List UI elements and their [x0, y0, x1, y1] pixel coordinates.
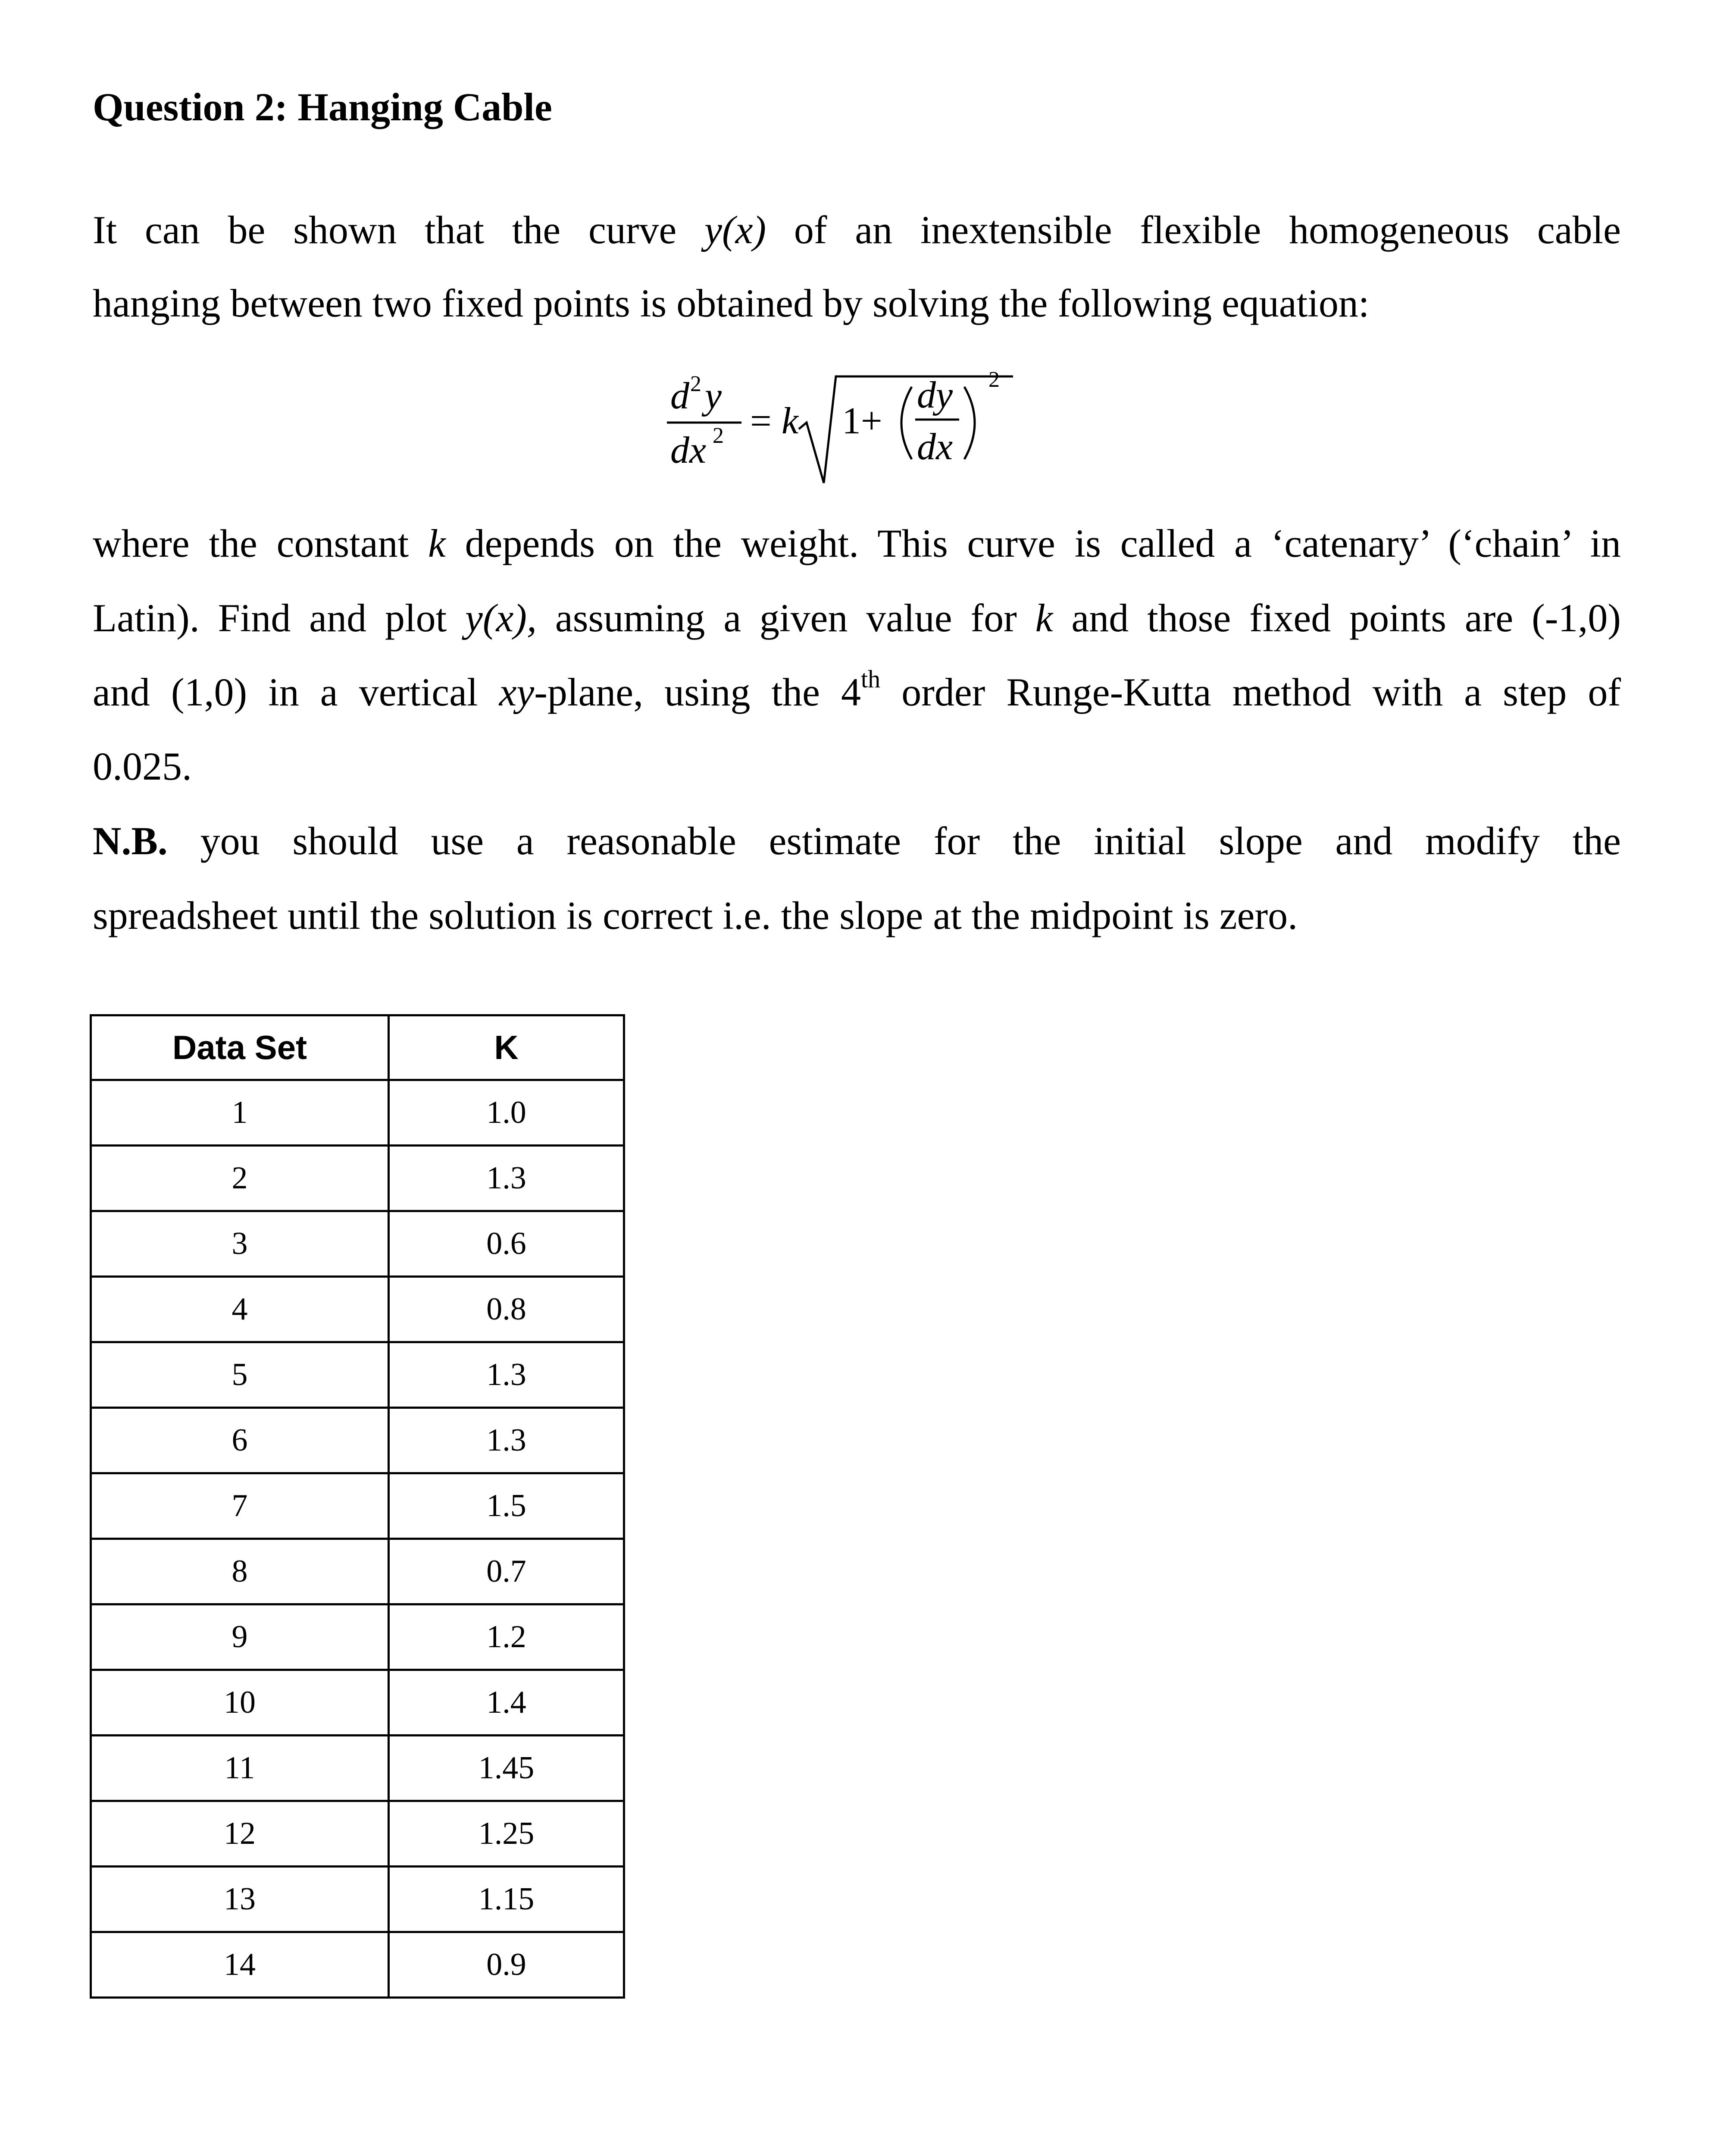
- eq-lhs-y: y: [705, 375, 722, 417]
- k-cell: 1.25: [389, 1801, 624, 1867]
- table-row: [91, 1342, 624, 1408]
- data-set-cell: 9: [91, 1604, 389, 1670]
- data-set-cell: 2: [91, 1146, 389, 1211]
- data-set-cell: 12: [91, 1801, 389, 1867]
- intro-line-2: hanging between two fixed points is obtained by solving the following equation:: [93, 281, 1370, 325]
- desc-line-4: 0.025.: [93, 744, 192, 788]
- k-cell: 1.3: [389, 1342, 624, 1408]
- table-row: [91, 1736, 624, 1801]
- note-line-2: spreadsheet until the solution is correct i.e. the slope at the midpoint is zero.: [93, 893, 1298, 937]
- k-cell: 0.9: [389, 1932, 624, 1998]
- header-data-set: Data Set: [91, 1015, 389, 1080]
- eq-sqrt-sign: [799, 376, 1013, 483]
- header-k: K: [389, 1015, 624, 1080]
- k-cell: 1.2: [389, 1604, 624, 1670]
- desc-line-3: and (1,0) in a vertical xy-plane, using the 4th order Runge-Kutta method with a step of: [93, 665, 1621, 714]
- table-row: [91, 1408, 624, 1473]
- table-row: [91, 1604, 624, 1670]
- eq-equals: =: [750, 400, 772, 442]
- desc-line-2: Latin). Find and plot y(x), assuming a given value for k and those fixed points are (-1,0): [93, 596, 1621, 640]
- table-row: [91, 1146, 624, 1211]
- k-cell: 1.5: [389, 1473, 624, 1539]
- eq-frac-dx: dx: [917, 426, 953, 468]
- table-row: [91, 1473, 624, 1539]
- catenary-equation: [662, 369, 1015, 498]
- k-cell: 1.0: [389, 1080, 624, 1146]
- data-set-cell: 7: [91, 1473, 389, 1539]
- table-row: [91, 1211, 624, 1277]
- k-cell: 1.15: [389, 1867, 624, 1932]
- table-row: [91, 1277, 624, 1342]
- k-cell: 1.4: [389, 1670, 624, 1736]
- eq-lhs-den-exp: 2: [713, 423, 724, 448]
- eq-lhs-num-exp: 2: [690, 372, 701, 396]
- table-header-row: [91, 1015, 624, 1080]
- data-set-cell: 11: [91, 1736, 389, 1801]
- eq-right-paren: [964, 387, 975, 459]
- k-term: k: [1035, 596, 1053, 640]
- k-values-table: [90, 1014, 625, 1999]
- desc-line-1: where the constant k depends on the weight. This curve is called a ‘catenary’ (‘chain’ in: [93, 521, 1621, 565]
- data-set-cell: 13: [91, 1867, 389, 1932]
- table-row: [91, 1670, 624, 1736]
- k-cell: 0.8: [389, 1277, 624, 1342]
- data-set-cell: 14: [91, 1932, 389, 1998]
- table-row: [91, 1801, 624, 1867]
- question-title: Question 2: Hanging Cable: [93, 85, 552, 129]
- yx-term: y(x): [704, 208, 766, 252]
- k-cell: 0.7: [389, 1539, 624, 1604]
- note-label: N.B.: [93, 819, 168, 863]
- eq-lhs-d: d: [670, 375, 689, 417]
- data-set-cell: 5: [91, 1342, 389, 1408]
- eq-one-plus: 1+: [842, 400, 882, 442]
- intro-line-1: It can be shown that the curve y(x) of an inextensible flexible homogeneous cable: [93, 208, 1621, 252]
- data-set-cell: 4: [91, 1277, 389, 1342]
- k-cell: 1.45: [389, 1736, 624, 1801]
- table-row: [91, 1080, 624, 1146]
- eq-frac-dy: dy: [917, 374, 953, 416]
- k-term: k: [428, 521, 446, 565]
- data-set-cell: 3: [91, 1211, 389, 1277]
- note-line-1: N.B. you should use a reasonable estimate for the initial slope and modify the: [93, 819, 1621, 863]
- k-cell: 0.6: [389, 1211, 624, 1277]
- eq-lhs-dx: dx: [670, 429, 707, 471]
- k-cell: 1.3: [389, 1146, 624, 1211]
- xy-term: xy: [499, 670, 535, 714]
- table-row: [91, 1932, 624, 1998]
- eq-left-paren: [901, 387, 912, 459]
- data-set-cell: 6: [91, 1408, 389, 1473]
- table-row: [91, 1539, 624, 1604]
- th-superscript: th: [861, 665, 881, 693]
- data-set-cell: 8: [91, 1539, 389, 1604]
- data-set-cell: 1: [91, 1080, 389, 1146]
- yx-term: y(x),: [465, 596, 537, 640]
- k-cell: 1.3: [389, 1408, 624, 1473]
- data-set-cell: 10: [91, 1670, 389, 1736]
- eq-outer-exp: 2: [988, 367, 1000, 392]
- table-row: [91, 1867, 624, 1932]
- eq-k: k: [782, 400, 799, 442]
